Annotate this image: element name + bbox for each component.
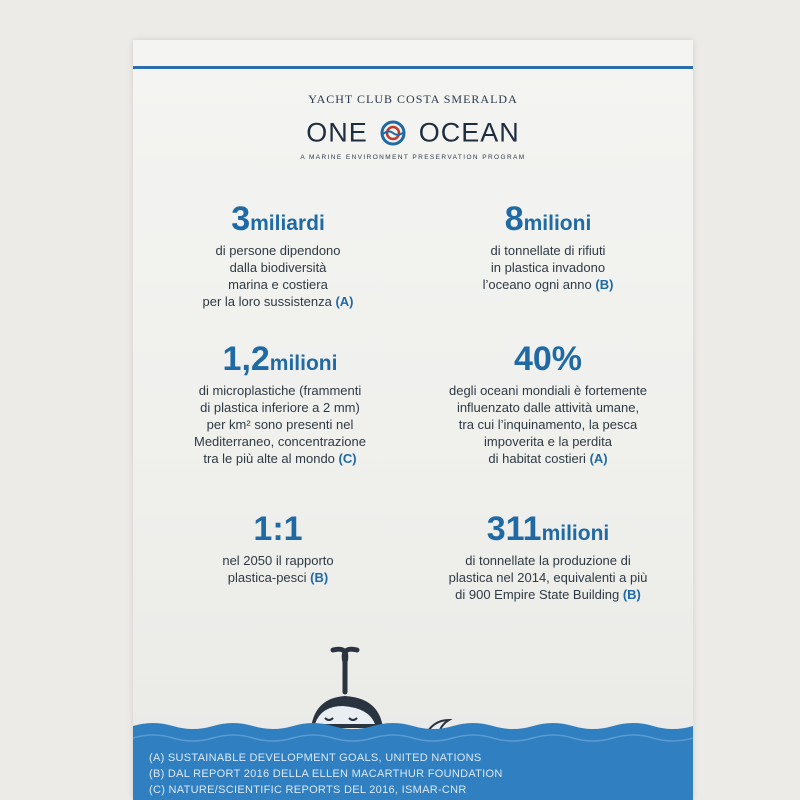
stat-unit: miliardi — [250, 212, 325, 235]
stat-block — [163, 200, 393, 310]
stat-number: 1,2 — [222, 340, 270, 378]
logo-text-one: ONE — [306, 117, 368, 148]
stat-block — [163, 510, 393, 586]
stat-description — [163, 242, 393, 310]
stat-description — [423, 552, 673, 603]
stat-block — [155, 340, 405, 467]
desc-line: di plastica inferiore a 2 mm) — [200, 400, 360, 415]
desc-line: plastica nel 2014, equivalenti a più — [448, 570, 648, 585]
desc-line: in plastica invadono — [490, 260, 606, 275]
stat-description — [423, 382, 673, 467]
desc-line: per km² sono presenti nel — [206, 417, 354, 432]
stat-number: 40% — [513, 340, 583, 378]
source-ref: (B) — [622, 587, 641, 602]
stat-number: 8 — [504, 200, 524, 238]
top-rule — [133, 66, 693, 69]
desc-line: di persone dipendono — [215, 243, 341, 258]
footnote: (C) NATURE/SCIENTIFIC REPORTS DEL 2016, ISMAR-CNR — [149, 784, 467, 796]
footnote: (A) SUSTAINABLE DEVELOPMENT GOALS, UNITED NATIONS — [149, 752, 482, 764]
source-ref: (C) — [338, 451, 357, 466]
desc-line: influenzato dalle attività umane, — [456, 400, 640, 415]
stat-description — [155, 382, 405, 467]
stat-description — [433, 242, 663, 293]
source-ref: (A) — [589, 451, 608, 466]
poster-sheet — [133, 40, 693, 800]
stat-description — [163, 552, 393, 586]
desc-line: degli oceani mondiali è fortemente — [448, 383, 647, 398]
desc-line: di microplastiche (frammenti — [198, 383, 362, 398]
desc-line: di habitat costieri — [488, 451, 586, 466]
wave-logo-icon — [378, 120, 408, 146]
desc-line: di 900 Empire State Building — [455, 587, 620, 602]
desc-line: Mediterraneo, concentrazione — [194, 434, 366, 449]
desc-line: tra cui l’inquinamento, la pesca — [458, 417, 638, 432]
desc-line: di tonnellate di rifiuti — [490, 243, 606, 258]
logo-text-ocean: OCEAN — [418, 117, 520, 148]
desc-line: di tonnellate la produzione di — [465, 553, 631, 568]
stat-unit: milioni — [523, 212, 592, 235]
desc-line: per la loro sussistenza — [202, 294, 332, 309]
program-tagline: A MARINE ENVIRONMENT PRESERVATION PROGRAM — [300, 154, 526, 161]
stat-block — [423, 510, 673, 603]
stat-unit: milioni — [269, 352, 338, 375]
stat-number: 3 — [231, 200, 251, 238]
desc-line: tra le più alte al mondo — [203, 451, 335, 466]
stat-number: 1:1 — [253, 510, 303, 548]
whale-spout-icon — [333, 649, 357, 692]
desc-line: marina e costiera — [228, 277, 328, 292]
desc-line: dalla biodiversità — [229, 260, 327, 275]
whale-icon — [311, 696, 383, 728]
stat-number: 311 — [486, 510, 542, 548]
desc-line: impoverita e la perdita — [484, 434, 612, 449]
footnote: (B) DAL REPORT 2016 DELLA ELLEN MACARTHUR FOUNDATION — [149, 768, 503, 780]
stat-block — [433, 200, 663, 293]
ocean-illustration — [133, 640, 693, 800]
desc-line: plastica-pesci — [227, 570, 307, 585]
stat-unit: milioni — [541, 522, 610, 545]
source-ref: (B) — [310, 570, 329, 585]
club-name: YACHT CLUB COSTA SMERALDA — [308, 92, 518, 106]
desc-line: nel 2050 il rapporto — [222, 553, 334, 568]
one-ocean-logo — [133, 116, 693, 148]
source-ref: (B) — [595, 277, 614, 292]
stat-block — [423, 340, 673, 467]
source-ref: (A) — [335, 294, 354, 309]
desc-line: l’oceano ogni anno — [482, 277, 592, 292]
